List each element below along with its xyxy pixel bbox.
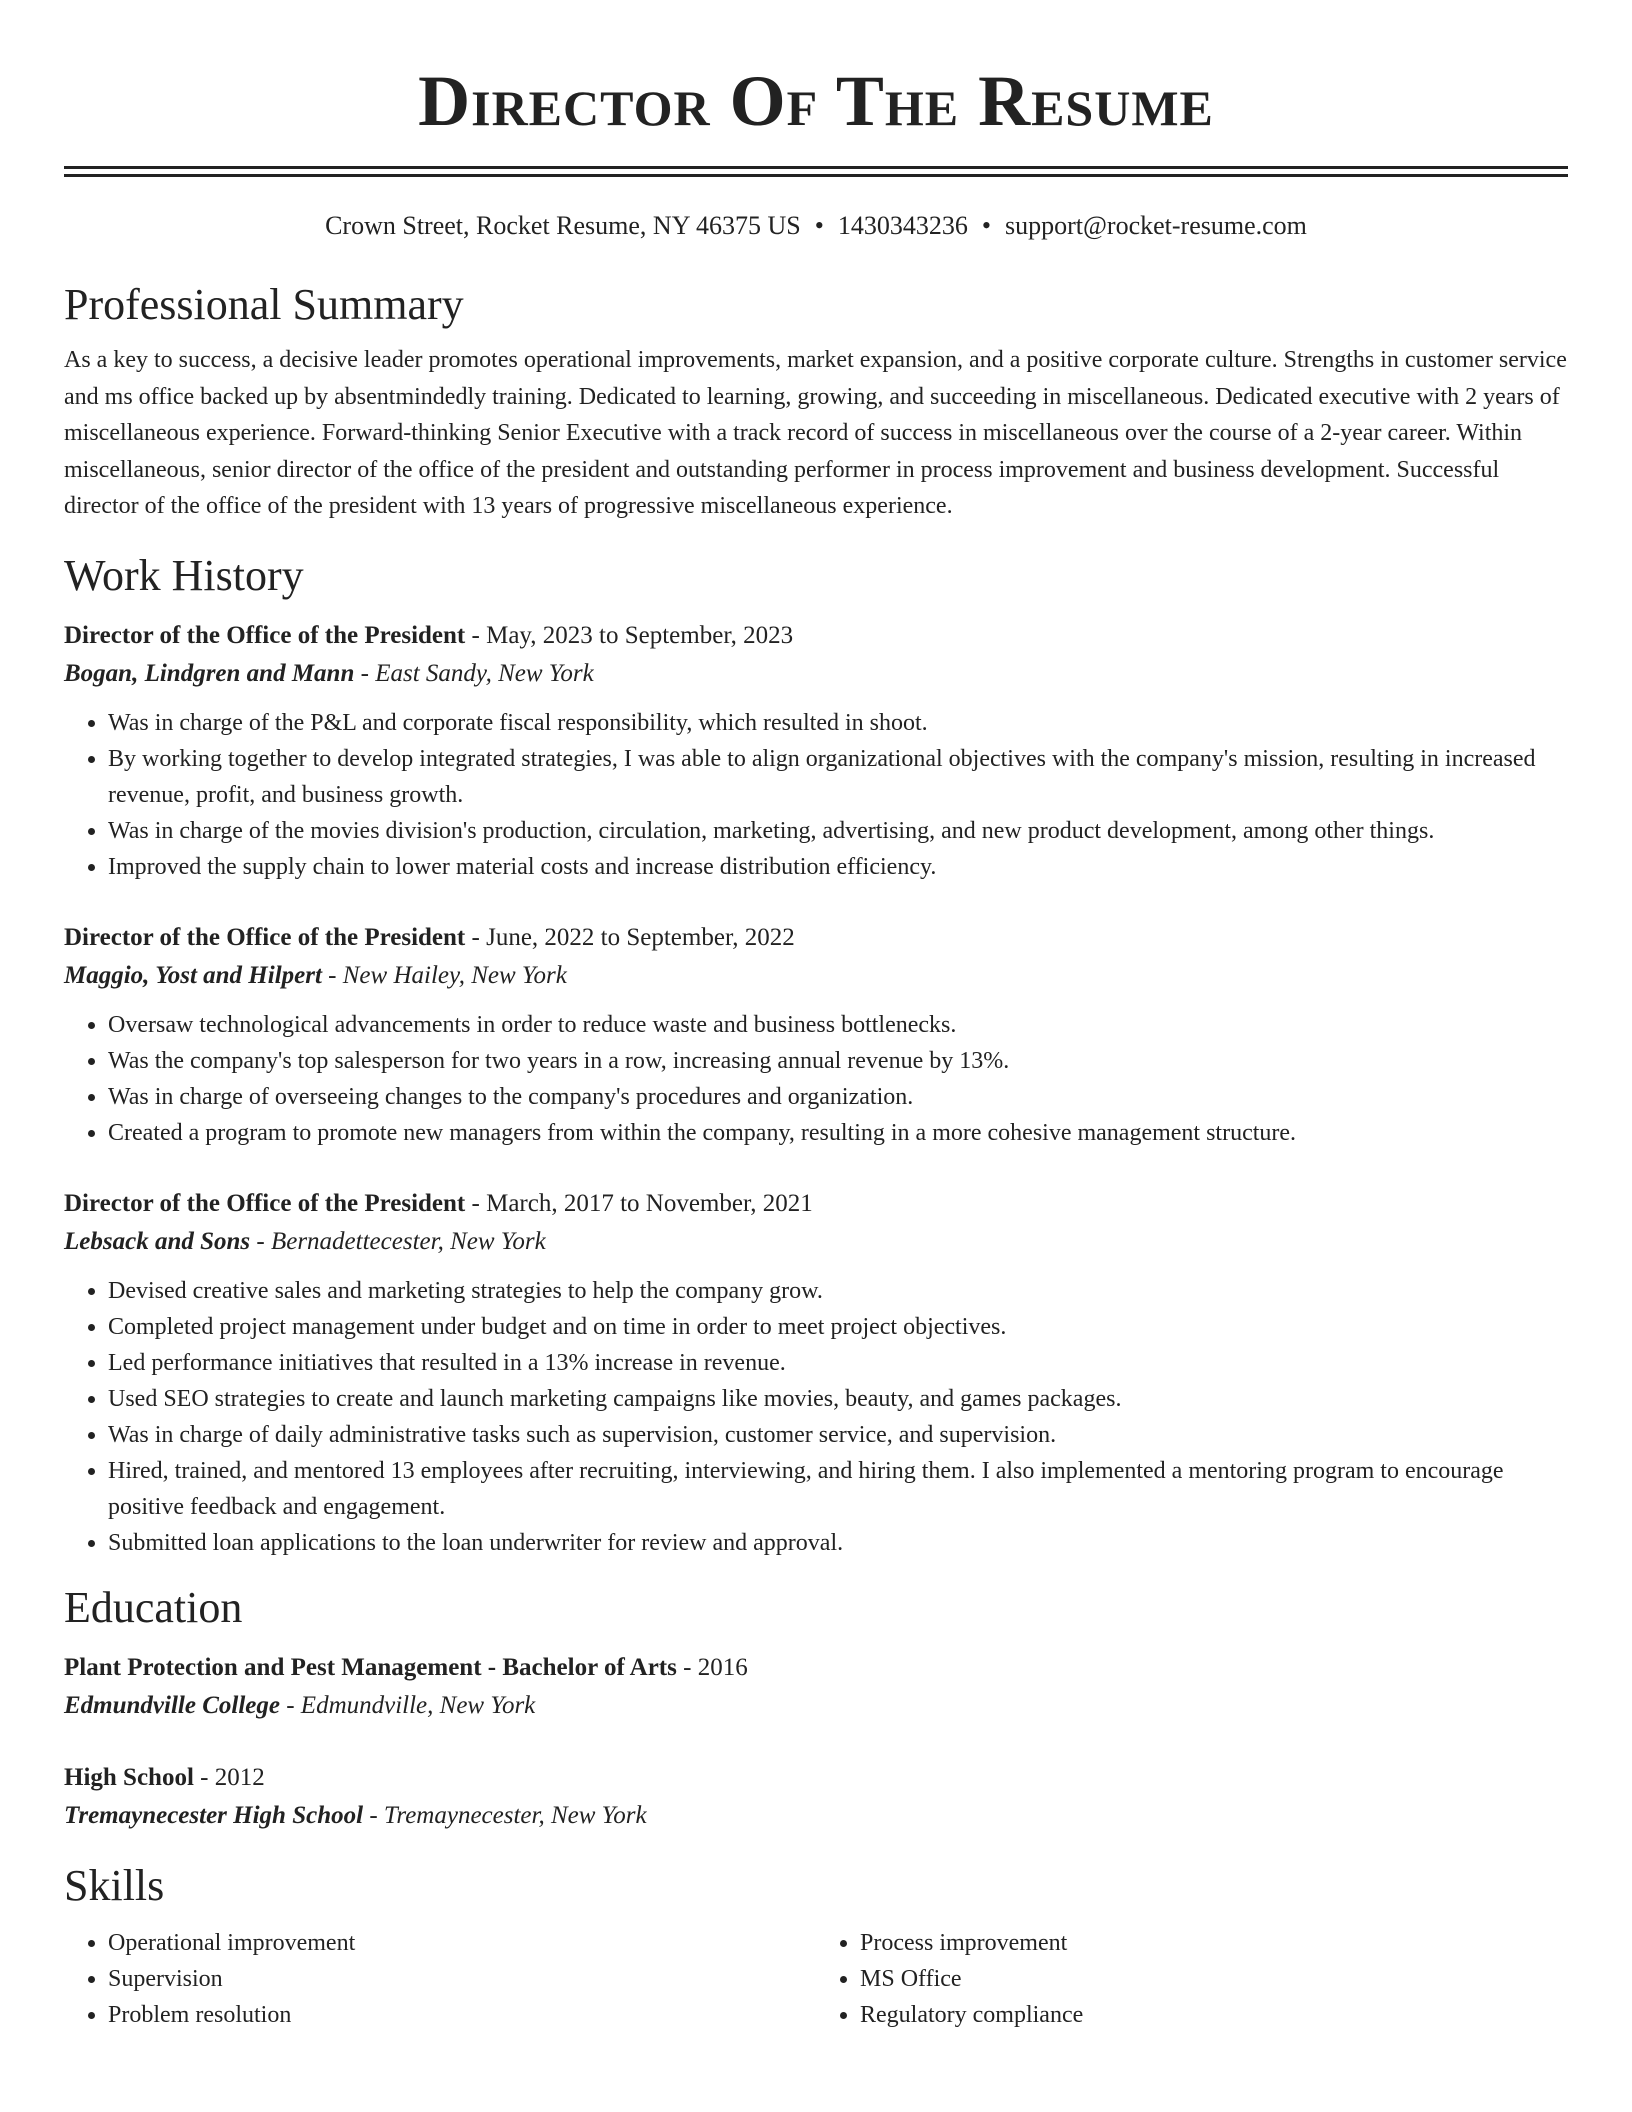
education-entry	[64, 1759, 1568, 1835]
job-company: Lebsack and Sons	[64, 1227, 251, 1255]
job-bullet: • Was in charge of daily administrative tasks such as supervision, customer service, and supervision.	[108, 1417, 1568, 1453]
job-bullet: • Was in charge of the P&L and corporate fiscal responsibility, which resulted in shoot.	[108, 705, 1568, 741]
job-entry	[64, 1185, 1568, 1561]
contact-separator: •	[814, 211, 824, 240]
job-entry	[64, 919, 1568, 1151]
summary-text: As a key to success, a decisive leader promotes operational improvements, market expansion, and a positive corporate culture. Strengths in customer service and ms office backed up by absentmindedly training. Dedicated to learning, growing, and succeeding in miscellaneous. Dedicated executive with 2 years of miscellaneous experience. Forward-thinking Senior Executive with a track record of success in miscellaneous over the course of a 2-year career. Within miscellaneous, senior director of the office of the president and outstanding performer in process improvement and business development. Successful director of the office of the president with 13 years of progressive miscellaneous experience.	[64, 347, 1567, 519]
resume-name: Director Of The Resume	[418, 61, 1214, 141]
contact-separator: •	[981, 211, 991, 240]
job-bullet: • Was the company's top salesperson for two years in a row, increasing annual revenue by 13%.	[108, 1043, 1568, 1079]
job-bullet: • By working together to develop integrated strategies, I was able to align organizational objectives with the company's mission, resulting in increased revenue, profit, and business growth.	[108, 741, 1568, 813]
job-company: Bogan, Lindgren and Mann	[64, 659, 355, 687]
job-bullet: • Hired, trained, and mentored 13 employees after recruiting, interviewing, and hiring them. I also implemented a mentoring program to encourage positive feedback and engagement.	[108, 1453, 1568, 1525]
education-heading	[64, 1759, 1568, 1797]
education-school-line	[64, 1687, 1568, 1725]
job-employer	[64, 655, 1568, 693]
header-double-rule	[64, 166, 1568, 177]
skill-item: • Regulatory compliance	[860, 1997, 1568, 2033]
job-role: Director of the Office of the President	[64, 621, 466, 649]
job-role: Director of the Office of the President	[64, 1189, 466, 1217]
skill-item: • Problem resolution	[108, 1997, 816, 2033]
education-year: - 2016	[676, 1653, 748, 1681]
skill-item: • Process improvement	[860, 1925, 1568, 1961]
skill-item: • Supervision	[108, 1961, 816, 1997]
contact-address: Crown Street, Rocket Resume, NY 46375 US	[325, 211, 801, 240]
job-bullet: • Completed project management under budget and on time in order to meet project objectives.	[108, 1309, 1568, 1345]
education-heading	[64, 1649, 1568, 1687]
education-school-line	[64, 1797, 1568, 1835]
job-dates: - May, 2023 to September, 2023	[465, 621, 794, 649]
job-heading	[64, 1185, 1568, 1223]
job-role: Director of the Office of the President	[64, 923, 466, 951]
contact-line	[64, 210, 1568, 242]
skills-columns	[64, 1925, 1568, 2033]
section-title-summary: Professional Summary	[64, 280, 464, 329]
job-bullet: • Used SEO strategies to create and launch marketing campaigns like movies, beauty, and games packages.	[108, 1381, 1568, 1417]
job-bullet: • Was in charge of the movies division's production, circulation, marketing, advertising, and new product development, among other things.	[108, 813, 1568, 849]
job-bullet: • Submitted loan applications to the loan underwriter for review and approval.	[108, 1525, 1568, 1561]
education-school: Tremaynecester High School	[64, 1801, 364, 1829]
job-location: - New Hailey, New York	[321, 961, 567, 989]
job-dates: - June, 2022 to September, 2022	[465, 923, 795, 951]
section-title-work-history: Work History	[64, 550, 304, 600]
education-year: - 2012	[193, 1763, 265, 1791]
contact-phone: 1430343236	[837, 211, 968, 240]
job-bullet: • Improved the supply chain to lower material costs and increase distribution efficiency.	[108, 849, 1568, 885]
job-entry	[64, 617, 1568, 885]
job-employer	[64, 1223, 1568, 1261]
job-bullet: • Was in charge of overseeing changes to the company's procedures and organization.	[108, 1079, 1568, 1115]
job-location: - Bernadettecester, New York	[250, 1227, 546, 1255]
contact-email: support@rocket-resume.com	[1004, 211, 1307, 240]
job-bullet: • Led performance initiatives that resulted in a 13% increase in revenue.	[108, 1345, 1568, 1381]
job-bullet-list	[64, 1273, 1568, 1561]
job-bullet: • Created a program to promote new managers from within the company, resulting in a more cohesive management structure.	[108, 1115, 1568, 1151]
education-degree: High School	[64, 1763, 194, 1791]
job-heading	[64, 919, 1568, 957]
education-location: - Edmundville, New York	[279, 1691, 536, 1719]
job-company: Maggio, Yost and Hilpert	[64, 961, 322, 989]
skills-list-left	[64, 1925, 816, 2033]
education-degree: Plant Protection and Pest Management - Bachelor of Arts	[64, 1653, 677, 1681]
skills-list-right	[816, 1925, 1568, 2033]
education-entry	[64, 1649, 1568, 1725]
job-bullet: • Devised creative sales and marketing strategies to help the company grow.	[108, 1273, 1568, 1309]
section-title-education: Education	[64, 1582, 243, 1632]
job-bullet-list	[64, 1007, 1568, 1151]
skill-item: • Operational improvement	[108, 1925, 816, 1961]
education-school: Edmundville College	[64, 1691, 280, 1719]
job-heading	[64, 617, 1568, 655]
education-location: - Tremaynecester, New York	[363, 1801, 647, 1829]
job-employer	[64, 957, 1568, 995]
job-bullet: • Oversaw technological advancements in order to reduce waste and business bottlenecks.	[108, 1007, 1568, 1043]
job-location: - East Sandy, New York	[354, 659, 594, 687]
job-bullet-list	[64, 705, 1568, 885]
skill-item: • MS Office	[860, 1961, 1568, 1997]
section-title-skills: Skills	[64, 1860, 165, 1910]
job-dates: - March, 2017 to November, 2021	[465, 1189, 813, 1217]
